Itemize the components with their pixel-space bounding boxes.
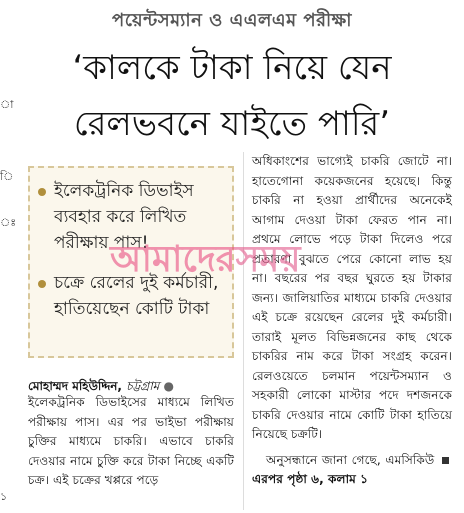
edge-glyph: ১ bbox=[0, 490, 8, 503]
body-column-right bbox=[252, 152, 452, 490]
body-paragraph-end bbox=[252, 451, 452, 490]
watermark-part-2: সময় bbox=[235, 239, 301, 280]
edge-glyph: া bbox=[0, 98, 14, 111]
headline bbox=[10, 40, 454, 152]
body-paragraph: অধিকাংশের ভাগ্যেই চাকরি জোটে না। হাতেগোনা কয়েকজনের হয়েছে। কিন্তু চাকরি না হওয়া প্রার্থীদের অনেকেই আগাম দেওয়া টাকা ফেরত পান না। প্রথমে লোভে পড়ে টাকা দিলেও পরে প্রতারণা বুঝতে পেরে কোনো লাভ হয় না। বছরের পর বছর ঘুরতে হয় টাকার জন্য। জালিয়াতির মাধ্যমে চাকরি দেওয়ার এই চক্রে রয়েছেন রেলের দুই কর্মচারী। তারাই মূলত বিভিন্নজনের কাছ থেকে চাকরির নাম করে টাকা সংগ্রহ করেন। রেলওয়েতে চলমান পয়েন্টসম্যান ও সহকারী লোকো মাস্টার পদে দশজনকে চাকরি দেওয়ার নামে কোটি টাকা হাতিয়ে নিয়েছে চক্রটি। bbox=[252, 154, 452, 441]
headline-line-2: রেলভবনে যাইতে পারি’ bbox=[73, 104, 391, 144]
highlight-item bbox=[38, 178, 226, 256]
edge-glyph: ি bbox=[0, 170, 14, 183]
bullet-icon bbox=[38, 280, 46, 288]
kicker: পয়েন্টসম্যান ও এএলএম পরীক্ষা bbox=[112, 10, 352, 31]
byline-dot-icon: ● bbox=[163, 379, 175, 393]
byline-name: মোহাম্মদ মহিউদ্দিন, bbox=[28, 379, 122, 393]
edge-glyph: ঃ bbox=[0, 216, 17, 229]
bullet-icon bbox=[38, 188, 46, 196]
body-column-left: ইলেকট্রনিক ডিভাইসের মাধ্যমে লিখিত পরীক্ষায় পাস। এর পর ভাইভা পরীক্ষায় চুক্তির মাধ্যমে চাকরি। এভাবে চাকরি দেওয়ার নামে চুক্তি করে টাকা নিচ্ছে একটি চক্র। এই চক্রের খপ্পরে পড়ে bbox=[28, 395, 234, 487]
continued-on-page: এরপর পৃষ্ঠা ৬, কলাম ১ bbox=[252, 472, 369, 486]
byline-location: চট্টগ্রাম bbox=[126, 379, 160, 393]
highlight-text: ইলেকট্রনিক ডিভাইস ব্যবহার করে লিখিত পরীক্ষায় পাস! bbox=[54, 181, 194, 253]
highlight-item bbox=[38, 270, 226, 322]
column-divider bbox=[243, 152, 244, 510]
body-paragraph: অনুসন্ধানে জানা গেছে, এমসিকিউ bbox=[266, 452, 435, 467]
square-bullet-icon bbox=[442, 457, 449, 464]
highlight-text: চক্রে রেলের দুই কর্মচারী, হাতিয়েছেন কোটি টাকা bbox=[54, 273, 219, 319]
highlights-box bbox=[28, 166, 234, 358]
watermark-part-1: আমাদের bbox=[110, 239, 236, 280]
headline-line-1: ‘কালকে টাকা নিয়ে যেন bbox=[72, 48, 392, 88]
